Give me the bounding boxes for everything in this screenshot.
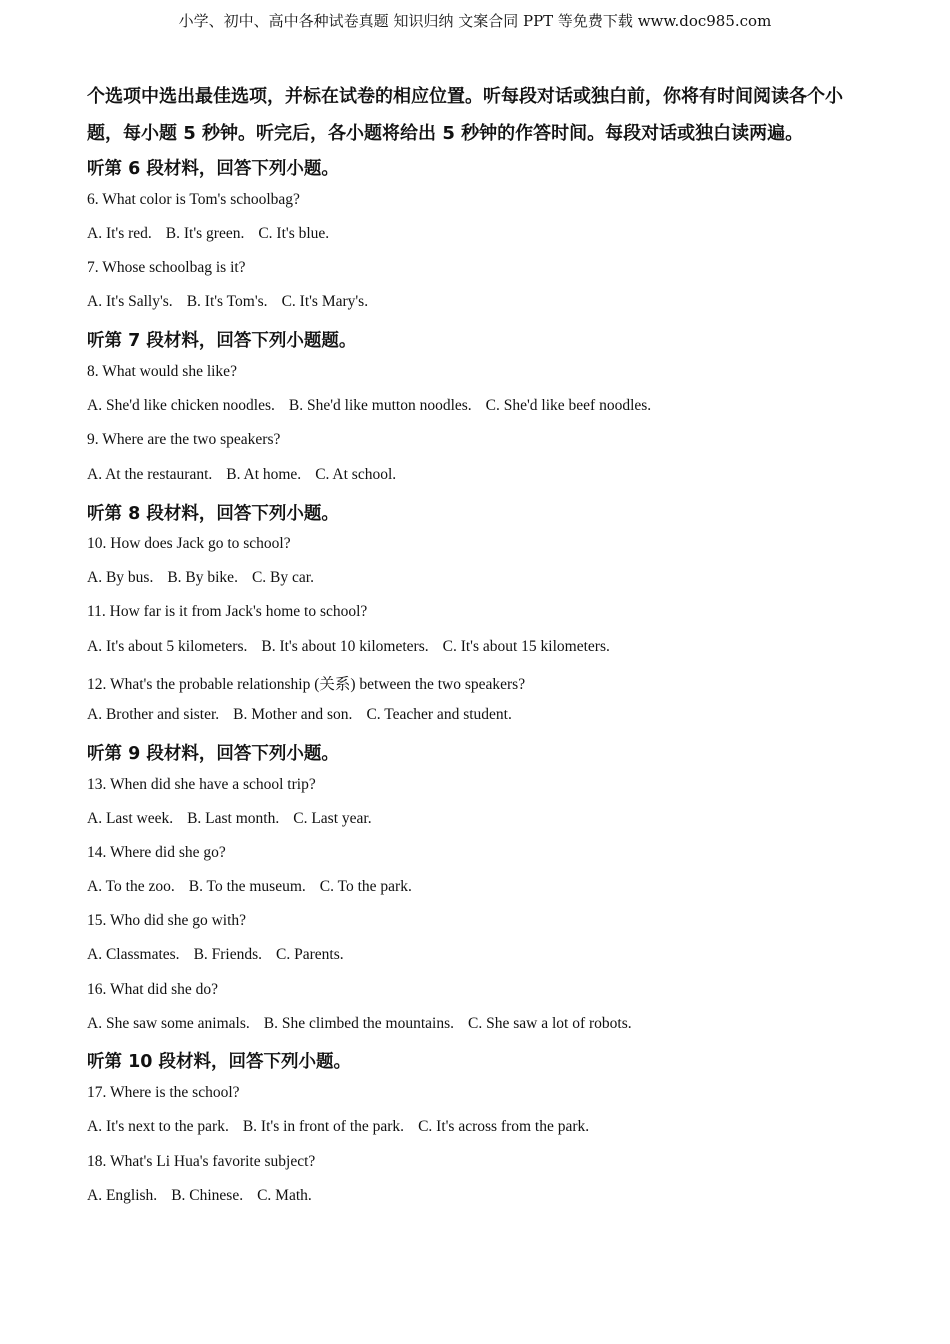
- answer-options: [87, 878, 426, 896]
- answer-option: B. To the museum.: [188, 878, 306, 895]
- question-text: 10. How does Jack go to school?: [87, 535, 291, 552]
- answer-option: A. Brother and sister.: [87, 706, 220, 723]
- answer-option: C. Parents.: [276, 946, 344, 963]
- answer-option: A. Classmates.: [87, 946, 180, 963]
- answer-options: [87, 810, 386, 828]
- answer-option: B. At home.: [226, 466, 302, 483]
- answer-options: [87, 466, 410, 484]
- answer-option: C. Teacher and student.: [366, 706, 512, 723]
- section-heading: 听第 6 段材料，回答下列小题。: [87, 159, 339, 179]
- answer-option: B. It's green.: [165, 225, 245, 242]
- answer-option: A. She saw some animals.: [87, 1015, 250, 1032]
- answer-options: [87, 293, 382, 311]
- question-text: 18. What's Li Hua's favorite subject?: [87, 1153, 316, 1170]
- section-heading: 听第 9 段材料，回答下列小题。: [87, 744, 339, 764]
- answer-option: A. To the zoo.: [87, 878, 175, 895]
- answer-option: A. English.: [87, 1187, 158, 1204]
- answer-option: B. It's in front of the park.: [242, 1118, 405, 1135]
- answer-options: [87, 1187, 326, 1205]
- answer-option: B. She'd like mutton noodles.: [288, 397, 472, 414]
- answer-option: C. She'd like beef noodles.: [485, 397, 652, 414]
- question-text: 12. What's the probable relationship (关系) between the two speakers?: [87, 676, 526, 693]
- section-heading: 听第 7 段材料，回答下列小题题。: [87, 331, 357, 351]
- question-text: 13. When did she have a school trip?: [87, 776, 316, 793]
- answer-options: [87, 946, 358, 964]
- section-heading: 听第 10 段材料，回答下列小题。: [87, 1052, 352, 1072]
- answer-option: A. It's next to the park.: [87, 1118, 229, 1135]
- answer-option: C. It's Mary's.: [281, 293, 369, 310]
- answer-option: B. Mother and son.: [233, 706, 353, 723]
- question-text: 14. Where did she go?: [87, 844, 226, 861]
- answer-option: C. Math.: [257, 1187, 312, 1204]
- answer-option: A. At the restaurant.: [87, 466, 213, 483]
- answer-options: [87, 1118, 603, 1136]
- answer-option: A. Last week.: [87, 810, 174, 827]
- answer-option: C. She saw a lot of robots.: [468, 1015, 632, 1032]
- question-text: 6. What color is Tom's schoolbag?: [87, 191, 300, 208]
- question-text: 8. What would she like?: [87, 363, 237, 380]
- answer-option: C. At school.: [315, 466, 397, 483]
- section-instructions: 个选项中选出最佳选项，并标在试卷的相应位置。听每段对话或独白前，你将有时间阅读各个小题，每小题 5 秒钟。听完后，各小题将给出 5 秒钟的作答时间。每段对话或独白读两遍。: [87, 86, 843, 144]
- answer-options: [87, 225, 343, 243]
- question-text: 7. Whose schoolbag is it?: [87, 259, 246, 276]
- answer-options: [87, 638, 624, 656]
- answer-option: B. It's Tom's.: [186, 293, 268, 310]
- answer-option: B. She climbed the mountains.: [263, 1015, 455, 1032]
- answer-option: B. Chinese.: [171, 1187, 244, 1204]
- answer-option: A. It's about 5 kilometers.: [87, 638, 248, 655]
- answer-option: A. It's red.: [87, 225, 152, 242]
- question-text: 9. Where are the two speakers?: [87, 431, 281, 448]
- answer-options: [87, 569, 328, 587]
- answer-option: C. It's about 15 kilometers.: [442, 638, 610, 655]
- answer-option: C. By car.: [251, 569, 314, 586]
- answer-option: B. By bike.: [167, 569, 238, 586]
- answer-options: [87, 397, 665, 415]
- question-text: 15. Who did she go with?: [87, 912, 247, 929]
- answer-option: C. Last year.: [293, 810, 372, 827]
- answer-option: A. She'd like chicken noodles.: [87, 397, 275, 414]
- answer-option: B. Last month.: [187, 810, 280, 827]
- answer-option: B. Friends.: [193, 946, 263, 963]
- answer-options: [87, 1015, 646, 1033]
- answer-option: C. It's across from the park.: [418, 1118, 590, 1135]
- answer-option: C. It's blue.: [258, 225, 330, 242]
- answer-option: B. It's about 10 kilometers.: [261, 638, 429, 655]
- section-heading: 听第 8 段材料，回答下列小题。: [87, 504, 339, 524]
- page-header: 小学、初中、高中各种试卷真题 知识归纳 文案合同 PPT 等免费下载 www.doc985.com: [178, 12, 772, 30]
- question-text: 17. Where is the school?: [87, 1084, 240, 1101]
- answer-options: [87, 706, 526, 724]
- answer-option: C. To the park.: [319, 878, 412, 895]
- answer-option: A. It's Sally's.: [87, 293, 173, 310]
- question-text: 11. How far is it from Jack's home to school?: [87, 603, 368, 620]
- answer-option: A. By bus.: [87, 569, 154, 586]
- question-text: 16. What did she do?: [87, 981, 219, 998]
